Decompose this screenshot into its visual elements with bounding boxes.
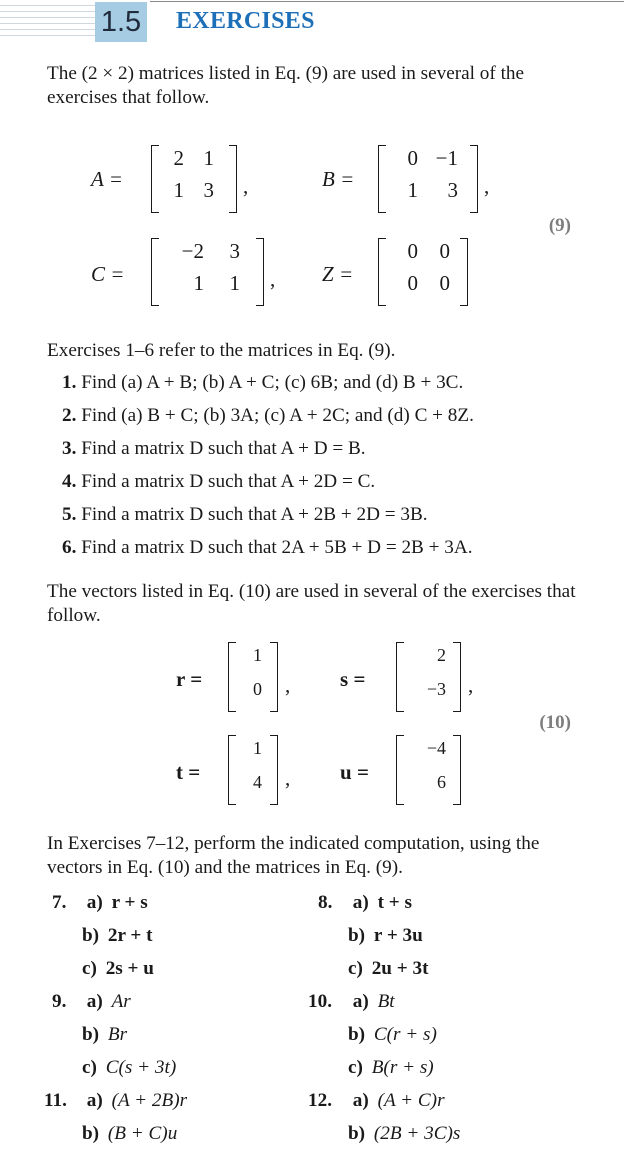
exercise-12: 12. a) (A + C)r [308, 1090, 445, 1111]
matrix-A-label: A = [91, 167, 123, 191]
matrix-C-label: C = [91, 262, 125, 286]
bracket-left [151, 145, 159, 213]
matrix-cell: 0 [407, 271, 418, 295]
exercise-5: 5. Find a matrix D such that A + 2B + 2D = 3B. [62, 504, 428, 525]
exercise-6: 6. Find a matrix D such that 2A + 5B + D = 2B + 3A. [62, 537, 473, 558]
matrix-cell: 0 [439, 271, 450, 295]
comma: , [285, 673, 291, 697]
matrix-cell: 0 [407, 146, 418, 170]
exercise-8b: b) r + 3u [348, 925, 423, 946]
vector-cell: 2 [437, 645, 446, 665]
bracket-right [256, 238, 264, 306]
bracket-left [228, 642, 236, 712]
exercise-8c: c) 2u + 3t [348, 958, 429, 979]
equation-number-9: (9) [548, 215, 571, 236]
matrix-B-label: B = [322, 167, 355, 191]
bracket-left [151, 238, 159, 306]
exercise-1: 1. Find (a) A + B; (b) A + C; (c) 6B; and (d) B + 3C. [62, 372, 464, 393]
intro-exercises-1-6: Exercises 1–6 refer to the matrices in Eq. (9). [47, 340, 396, 361]
matrix-cell: −1 [435, 146, 458, 170]
exercise-10: 10. a) Bt [308, 991, 395, 1012]
matrix-cell: 3 [203, 178, 214, 202]
vector-r-label: r = [176, 667, 203, 691]
bracket-left [396, 735, 404, 805]
matrix-cell: 1 [203, 146, 214, 170]
matrix-cell: 1 [407, 178, 418, 202]
comma: , [285, 766, 291, 790]
matrix-Z [388, 239, 468, 303]
exercise-7c: c) 2s + u [82, 958, 154, 979]
matrix-cell: 1 [229, 271, 240, 295]
exercise-9: 9. a) Ar [52, 991, 131, 1012]
matrix-cell: 1 [173, 178, 184, 202]
exercise-11b: b) (B + C)u [82, 1123, 178, 1144]
bracket-right [470, 145, 478, 213]
vector-s-label: s = [340, 667, 366, 691]
exercise-11: 11. a) (A + 2B)r [44, 1090, 188, 1111]
bracket-left [228, 735, 236, 805]
vector-cell: −3 [426, 679, 446, 699]
section-title: EXERCISES [176, 8, 315, 34]
vector-u-label: u = [340, 760, 369, 784]
exercise-2: 2. Find (a) B + C; (b) 3A; (c) A + 2C; and (d) C + 8Z. [62, 405, 474, 426]
bracket-right [453, 642, 461, 712]
bracket-left [378, 238, 386, 306]
comma: , [270, 267, 276, 291]
vector-cell: 0 [253, 679, 262, 699]
exercise-9b: b) Br [82, 1024, 128, 1045]
matrix-cell: 3 [447, 178, 458, 202]
exercise-10c: c) B(r + s) [348, 1057, 434, 1078]
intro-vectors: The vectors listed in Eq. (10) are used in several of the exercises that follow. [47, 581, 576, 626]
comma: , [243, 174, 249, 198]
matrix-cell: 2 [173, 146, 184, 170]
intro-exercises-7-12: In Exercises 7–12, perform the indicated computation, using the vectors in Eq. (10) and the matrices in Eq. (9). [47, 833, 540, 878]
header-decoration [0, 5, 95, 41]
exercise-4: 4. Find a matrix D such that A + 2D = C. [62, 471, 376, 492]
exercise-8: 8. a) t + s [318, 892, 412, 913]
exercise-9c: c) C(s + 3t) [82, 1057, 177, 1078]
vector-cell: −4 [426, 738, 446, 758]
matrix-A [160, 146, 235, 210]
bracket-right [270, 735, 278, 805]
exercise-7: 7. a) r + s [52, 892, 148, 913]
equation-number-10: (10) [539, 712, 571, 733]
bracket-right [229, 145, 237, 213]
matrix-cell: 1 [193, 271, 204, 295]
vector-cell: 1 [253, 645, 262, 665]
exercise-3: 3. Find a matrix D such that A + D = B. [62, 438, 366, 459]
matrix-C [160, 239, 260, 303]
comma: , [484, 174, 490, 198]
section-number: 1.5 [95, 2, 147, 42]
bracket-right [460, 238, 468, 306]
header-rule [150, 1, 624, 2]
vector-cell: 6 [437, 772, 446, 792]
matrix-cell: 0 [407, 239, 418, 263]
bracket-left [378, 145, 386, 213]
matrix-cell: 3 [229, 239, 240, 263]
vector-t-label: t = [176, 760, 201, 784]
vector-cell: 1 [253, 738, 262, 758]
matrix-cell: 0 [439, 239, 450, 263]
matrix-Z-label: Z = [322, 262, 354, 286]
exercise-10b: b) C(r + s) [348, 1024, 437, 1045]
exercise-12b: b) (2B + 3C)s [348, 1123, 461, 1144]
comma: , [468, 673, 474, 697]
intro-matrices: The (2 × 2) matrices listed in Eq. (9) are used in several of the exercises that follow. [47, 63, 525, 108]
bracket-right [270, 642, 278, 712]
vector-cell: 4 [253, 772, 262, 792]
bracket-left [396, 642, 404, 712]
exercise-7b: b) 2r + t [82, 925, 153, 946]
matrix-B [388, 146, 478, 210]
matrix-cell: −2 [181, 239, 204, 263]
bracket-right [453, 735, 461, 805]
